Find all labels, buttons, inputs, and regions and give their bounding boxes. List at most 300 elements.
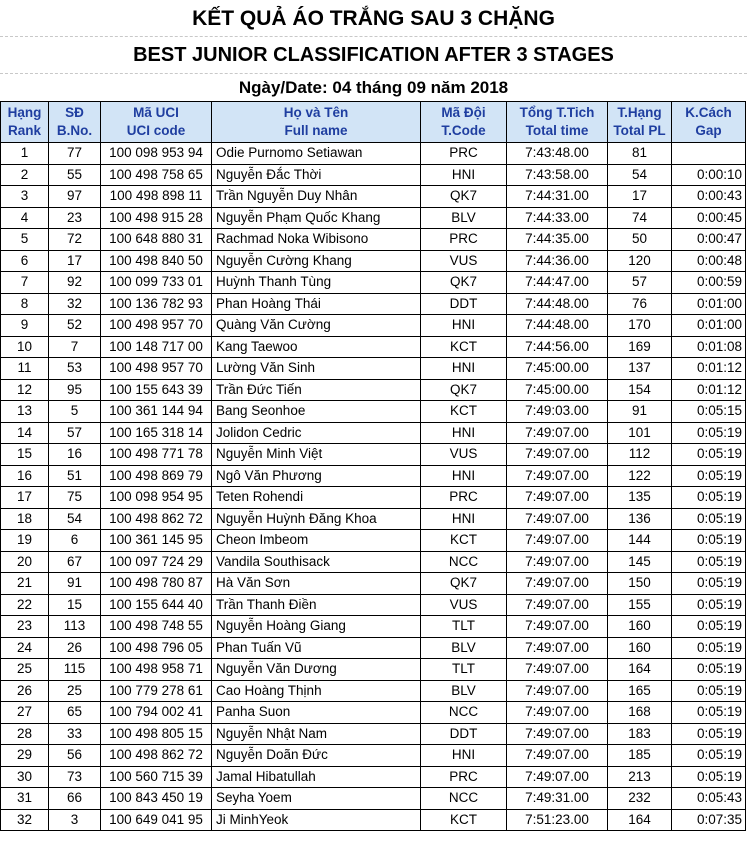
cell-uci-code: 100 498 796 05 xyxy=(101,637,212,659)
header-rank-en: Rank xyxy=(7,123,41,138)
cell-team-code: NCC xyxy=(421,702,507,724)
header-full-name xyxy=(212,102,421,143)
cell-total-pl: 76 xyxy=(608,293,672,315)
cell-team-code: PRC xyxy=(421,229,507,251)
cell-bib-number: 26 xyxy=(49,637,101,659)
cell-rank: 13 xyxy=(1,401,49,423)
cell-uci-code: 100 498 862 72 xyxy=(101,508,212,530)
cell-bib-number: 15 xyxy=(49,594,101,616)
cell-full-name: Phan Hoàng Thái xyxy=(212,293,421,315)
cell-total-time: 7:49:07.00 xyxy=(507,422,608,444)
cell-total-time: 7:49:07.00 xyxy=(507,659,608,681)
cell-total-time: 7:49:07.00 xyxy=(507,723,608,745)
cell-bib-number: 65 xyxy=(49,702,101,724)
header-gap-en: Gap xyxy=(695,123,722,138)
cell-full-name: Trần Thanh Điền xyxy=(212,594,421,616)
cell-team-code: HNI xyxy=(421,422,507,444)
table-row xyxy=(1,250,746,272)
cell-full-name: Phan Tuấn Vũ xyxy=(212,637,421,659)
cell-total-pl: 160 xyxy=(608,637,672,659)
cell-rank: 8 xyxy=(1,293,49,315)
cell-rank: 19 xyxy=(1,530,49,552)
table-row xyxy=(1,637,746,659)
cell-team-code: DDT xyxy=(421,723,507,745)
cell-total-time: 7:49:07.00 xyxy=(507,594,608,616)
table-row xyxy=(1,766,746,788)
cell-uci-code: 100 498 771 78 xyxy=(101,444,212,466)
cell-gap: 0:05:19 xyxy=(672,594,746,616)
cell-total-time: 7:49:07.00 xyxy=(507,766,608,788)
cell-gap: 0:05:19 xyxy=(672,723,746,745)
cell-full-name: Huỳnh Thanh Tùng xyxy=(212,272,421,294)
cell-full-name: Hà Văn Sơn xyxy=(212,573,421,595)
cell-gap: 0:00:45 xyxy=(672,207,746,229)
cell-gap: 0:05:19 xyxy=(672,637,746,659)
table-row xyxy=(1,401,746,423)
table-row xyxy=(1,336,746,358)
cell-gap: 0:01:00 xyxy=(672,293,746,315)
cell-total-pl: 50 xyxy=(608,229,672,251)
cell-full-name: Teten Rohendi xyxy=(212,487,421,509)
header-pl-en: Total PL xyxy=(613,123,666,138)
cell-team-code: PRC xyxy=(421,766,507,788)
cell-full-name: Bang Seonhoe xyxy=(212,401,421,423)
cell-total-time: 7:49:07.00 xyxy=(507,551,608,573)
table-row xyxy=(1,573,746,595)
cell-team-code: HNI xyxy=(421,465,507,487)
cell-uci-code: 100 498 957 70 xyxy=(101,358,212,380)
cell-bib-number: 52 xyxy=(49,315,101,337)
cell-gap: 0:01:00 xyxy=(672,315,746,337)
cell-gap: 0:05:19 xyxy=(672,444,746,466)
cell-rank: 16 xyxy=(1,465,49,487)
cell-rank: 23 xyxy=(1,616,49,638)
cell-full-name: Rachmad Noka Wibisono xyxy=(212,229,421,251)
cell-gap: 0:00:59 xyxy=(672,272,746,294)
cell-total-time: 7:49:07.00 xyxy=(507,508,608,530)
cell-rank: 30 xyxy=(1,766,49,788)
cell-total-pl: 185 xyxy=(608,745,672,767)
cell-gap: 0:05:19 xyxy=(672,680,746,702)
cell-rank: 2 xyxy=(1,164,49,186)
cell-total-pl: 144 xyxy=(608,530,672,552)
cell-team-code: TLT xyxy=(421,616,507,638)
cell-bib-number: 72 xyxy=(49,229,101,251)
cell-full-name: Nguyễn Minh Việt xyxy=(212,444,421,466)
cell-total-time: 7:44:31.00 xyxy=(507,186,608,208)
table-row xyxy=(1,164,746,186)
cell-bib-number: 113 xyxy=(49,616,101,638)
cell-total-pl: 155 xyxy=(608,594,672,616)
cell-rank: 26 xyxy=(1,680,49,702)
cell-bib-number: 33 xyxy=(49,723,101,745)
header-uci-code xyxy=(101,102,212,143)
cell-rank: 3 xyxy=(1,186,49,208)
results-body xyxy=(1,143,746,831)
cell-rank: 15 xyxy=(1,444,49,466)
header-row xyxy=(1,102,746,143)
cell-full-name: Odie Purnomo Setiawan xyxy=(212,143,421,165)
cell-uci-code: 100 498 748 55 xyxy=(101,616,212,638)
cell-total-time: 7:45:00.00 xyxy=(507,358,608,380)
cell-gap: 0:05:19 xyxy=(672,422,746,444)
header-team-vi: Mã Đội xyxy=(441,105,486,120)
header-bib-number xyxy=(49,102,101,143)
header-team-code xyxy=(421,102,507,143)
table-row xyxy=(1,143,746,165)
cell-total-time: 7:43:58.00 xyxy=(507,164,608,186)
table-row xyxy=(1,379,746,401)
cell-total-pl: 81 xyxy=(608,143,672,165)
cell-total-time: 7:45:00.00 xyxy=(507,379,608,401)
cell-total-time: 7:49:07.00 xyxy=(507,573,608,595)
cell-rank: 4 xyxy=(1,207,49,229)
cell-total-time: 7:49:07.00 xyxy=(507,530,608,552)
header-uci-en: UCI code xyxy=(126,123,186,138)
table-row xyxy=(1,530,746,552)
header-bib-vi: SĐ xyxy=(65,105,84,120)
cell-gap: 0:00:43 xyxy=(672,186,746,208)
table-row xyxy=(1,702,746,724)
cell-total-pl: 57 xyxy=(608,272,672,294)
cell-uci-code: 100 148 717 00 xyxy=(101,336,212,358)
cell-total-pl: 170 xyxy=(608,315,672,337)
cell-rank: 18 xyxy=(1,508,49,530)
cell-gap: 0:05:19 xyxy=(672,745,746,767)
cell-bib-number: 97 xyxy=(49,186,101,208)
cell-full-name: Jamal Hibatullah xyxy=(212,766,421,788)
cell-total-pl: 120 xyxy=(608,250,672,272)
cell-team-code: NCC xyxy=(421,788,507,810)
cell-uci-code: 100 649 041 95 xyxy=(101,809,212,831)
cell-bib-number: 53 xyxy=(49,358,101,380)
cell-team-code: VUS xyxy=(421,594,507,616)
cell-team-code: HNI xyxy=(421,508,507,530)
cell-rank: 9 xyxy=(1,315,49,337)
cell-team-code: KCT xyxy=(421,336,507,358)
cell-gap: 0:00:10 xyxy=(672,164,746,186)
cell-full-name: Nguyễn Văn Dương xyxy=(212,659,421,681)
cell-team-code: HNI xyxy=(421,315,507,337)
cell-total-pl: 154 xyxy=(608,379,672,401)
cell-team-code: VUS xyxy=(421,250,507,272)
cell-total-pl: 168 xyxy=(608,702,672,724)
table-row xyxy=(1,680,746,702)
cell-uci-code: 100 361 145 95 xyxy=(101,530,212,552)
cell-uci-code: 100 648 880 31 xyxy=(101,229,212,251)
cell-bib-number: 115 xyxy=(49,659,101,681)
table-row xyxy=(1,616,746,638)
header-pl-vi: T.Hạng xyxy=(617,105,662,120)
cell-total-pl: 164 xyxy=(608,659,672,681)
table-row xyxy=(1,272,746,294)
cell-bib-number: 67 xyxy=(49,551,101,573)
cell-rank: 10 xyxy=(1,336,49,358)
cell-total-time: 7:44:56.00 xyxy=(507,336,608,358)
cell-bib-number: 91 xyxy=(49,573,101,595)
cell-gap: 0:01:08 xyxy=(672,336,746,358)
table-row xyxy=(1,444,746,466)
cell-total-time: 7:43:48.00 xyxy=(507,143,608,165)
cell-team-code: DDT xyxy=(421,293,507,315)
cell-total-time: 7:49:07.00 xyxy=(507,745,608,767)
cell-team-code: BLV xyxy=(421,637,507,659)
cell-total-pl: 183 xyxy=(608,723,672,745)
cell-full-name: Nguyễn Phạm Quốc Khang xyxy=(212,207,421,229)
header-rank xyxy=(1,102,49,143)
cell-team-code: HNI xyxy=(421,164,507,186)
title-english: BEST JUNIOR CLASSIFICATION AFTER 3 STAGES xyxy=(133,44,614,66)
cell-total-time: 7:49:07.00 xyxy=(507,680,608,702)
table-row xyxy=(1,293,746,315)
cell-uci-code: 100 498 862 72 xyxy=(101,745,212,767)
cell-gap: 0:05:19 xyxy=(672,702,746,724)
cell-team-code: NCC xyxy=(421,551,507,573)
cell-gap: 0:05:19 xyxy=(672,487,746,509)
cell-total-time: 7:49:07.00 xyxy=(507,487,608,509)
cell-rank: 1 xyxy=(1,143,49,165)
cell-gap: 0:01:12 xyxy=(672,379,746,401)
cell-bib-number: 75 xyxy=(49,487,101,509)
cell-bib-number: 23 xyxy=(49,207,101,229)
cell-full-name: Seyha Yoem xyxy=(212,788,421,810)
cell-total-pl: 164 xyxy=(608,809,672,831)
cell-team-code: KCT xyxy=(421,530,507,552)
cell-rank: 25 xyxy=(1,659,49,681)
cell-total-pl: 54 xyxy=(608,164,672,186)
cell-bib-number: 56 xyxy=(49,745,101,767)
cell-bib-number: 54 xyxy=(49,508,101,530)
cell-bib-number: 95 xyxy=(49,379,101,401)
cell-total-time: 7:44:33.00 xyxy=(507,207,608,229)
cell-full-name: Nguyễn Doãn Đức xyxy=(212,745,421,767)
cell-gap: 0:05:19 xyxy=(672,659,746,681)
cell-bib-number: 55 xyxy=(49,164,101,186)
cell-total-pl: 169 xyxy=(608,336,672,358)
cell-total-time: 7:44:48.00 xyxy=(507,315,608,337)
cell-uci-code: 100 097 724 29 xyxy=(101,551,212,573)
header-total-pl xyxy=(608,102,672,143)
cell-gap: 0:05:15 xyxy=(672,401,746,423)
header-team-en: T.Code xyxy=(441,123,486,138)
table-row xyxy=(1,594,746,616)
table-row xyxy=(1,809,746,831)
cell-gap: 0:05:19 xyxy=(672,530,746,552)
cell-team-code: QK7 xyxy=(421,573,507,595)
results-table xyxy=(0,101,746,831)
cell-uci-code: 100 155 643 39 xyxy=(101,379,212,401)
cell-rank: 14 xyxy=(1,422,49,444)
cell-full-name: Ji MinhYeok xyxy=(212,809,421,831)
cell-rank: 5 xyxy=(1,229,49,251)
cell-full-name: Panha Suon xyxy=(212,702,421,724)
cell-total-pl: 136 xyxy=(608,508,672,530)
cell-team-code: QK7 xyxy=(421,379,507,401)
cell-total-time: 7:49:07.00 xyxy=(507,616,608,638)
cell-total-time: 7:44:47.00 xyxy=(507,272,608,294)
cell-uci-code: 100 498 957 70 xyxy=(101,315,212,337)
cell-total-pl: 122 xyxy=(608,465,672,487)
cell-full-name: Jolidon Cedric xyxy=(212,422,421,444)
cell-total-time: 7:49:03.00 xyxy=(507,401,608,423)
cell-gap: 0:05:19 xyxy=(672,551,746,573)
cell-uci-code: 100 361 144 94 xyxy=(101,401,212,423)
table-row xyxy=(1,186,746,208)
cell-rank: 29 xyxy=(1,745,49,767)
cell-team-code: TLT xyxy=(421,659,507,681)
cell-full-name: Cao Hoàng Thịnh xyxy=(212,680,421,702)
header-time-en: Total time xyxy=(525,123,589,138)
header-total-time xyxy=(507,102,608,143)
cell-uci-code: 100 498 958 71 xyxy=(101,659,212,681)
cell-total-pl: 135 xyxy=(608,487,672,509)
header-name-vi: Họ và Tên xyxy=(283,105,349,120)
cell-total-time: 7:44:48.00 xyxy=(507,293,608,315)
sheet-gridline xyxy=(0,36,747,37)
cell-rank: 22 xyxy=(1,594,49,616)
title-vietnamese: KẾT QUẢ ÁO TRẮNG SAU 3 CHẶNG xyxy=(192,7,555,30)
cell-gap: 0:05:19 xyxy=(672,508,746,530)
cell-total-time: 7:49:07.00 xyxy=(507,637,608,659)
cell-uci-code: 100 155 644 40 xyxy=(101,594,212,616)
cell-total-pl: 160 xyxy=(608,616,672,638)
cell-bib-number: 57 xyxy=(49,422,101,444)
cell-full-name: Quàng Văn Cường xyxy=(212,315,421,337)
cell-gap: 0:05:43 xyxy=(672,788,746,810)
cell-full-name: Kang Taewoo xyxy=(212,336,421,358)
cell-team-code: HNI xyxy=(421,358,507,380)
cell-bib-number: 92 xyxy=(49,272,101,294)
table-row xyxy=(1,723,746,745)
cell-uci-code: 100 560 715 39 xyxy=(101,766,212,788)
cell-rank: 11 xyxy=(1,358,49,380)
cell-total-pl: 145 xyxy=(608,551,672,573)
cell-uci-code: 100 779 278 61 xyxy=(101,680,212,702)
cell-gap: 0:05:19 xyxy=(672,573,746,595)
header-bib-en: B.No. xyxy=(56,123,93,138)
cell-bib-number: 7 xyxy=(49,336,101,358)
header-name-en: Full name xyxy=(284,123,348,138)
cell-uci-code: 100 498 869 79 xyxy=(101,465,212,487)
cell-rank: 12 xyxy=(1,379,49,401)
cell-total-pl: 137 xyxy=(608,358,672,380)
cell-total-pl: 101 xyxy=(608,422,672,444)
cell-gap xyxy=(672,143,746,165)
table-row xyxy=(1,465,746,487)
cell-gap: 0:00:47 xyxy=(672,229,746,251)
cell-uci-code: 100 498 898 11 xyxy=(101,186,212,208)
cell-rank: 31 xyxy=(1,788,49,810)
header-gap-vi: K.Cách xyxy=(685,105,732,120)
cell-bib-number: 73 xyxy=(49,766,101,788)
cell-rank: 17 xyxy=(1,487,49,509)
cell-gap: 0:07:35 xyxy=(672,809,746,831)
cell-bib-number: 17 xyxy=(49,250,101,272)
cell-total-pl: 17 xyxy=(608,186,672,208)
cell-gap: 0:01:12 xyxy=(672,358,746,380)
cell-total-time: 7:49:07.00 xyxy=(507,702,608,724)
table-row xyxy=(1,487,746,509)
cell-team-code: PRC xyxy=(421,487,507,509)
cell-gap: 0:00:48 xyxy=(672,250,746,272)
cell-bib-number: 25 xyxy=(49,680,101,702)
cell-team-code: QK7 xyxy=(421,186,507,208)
cell-gap: 0:05:19 xyxy=(672,465,746,487)
cell-team-code: KCT xyxy=(421,401,507,423)
cell-team-code: BLV xyxy=(421,207,507,229)
table-row xyxy=(1,788,746,810)
cell-total-pl: 112 xyxy=(608,444,672,466)
cell-gap: 0:05:19 xyxy=(672,766,746,788)
cell-full-name: Lường Văn Sinh xyxy=(212,358,421,380)
cell-team-code: HNI xyxy=(421,745,507,767)
table-row xyxy=(1,659,746,681)
table-row xyxy=(1,422,746,444)
cell-total-pl: 74 xyxy=(608,207,672,229)
cell-uci-code: 100 843 450 19 xyxy=(101,788,212,810)
date-line: Ngày/Date: 04 tháng 09 năm 2018 xyxy=(238,78,509,97)
cell-uci-code: 100 498 915 28 xyxy=(101,207,212,229)
cell-team-code: QK7 xyxy=(421,272,507,294)
cell-total-time: 7:51:23.00 xyxy=(507,809,608,831)
cell-full-name: Trần Đức Tiến xyxy=(212,379,421,401)
header-gap xyxy=(672,102,746,143)
cell-full-name: Nguyễn Đắc Thời xyxy=(212,164,421,186)
cell-team-code: KCT xyxy=(421,809,507,831)
cell-full-name: Nguyễn Huỳnh Đăng Khoa xyxy=(212,508,421,530)
cell-rank: 7 xyxy=(1,272,49,294)
cell-uci-code: 100 165 318 14 xyxy=(101,422,212,444)
cell-full-name: Nguyễn Cường Khang xyxy=(212,250,421,272)
cell-bib-number: 3 xyxy=(49,809,101,831)
cell-total-pl: 150 xyxy=(608,573,672,595)
header-rank-vi: Hạng xyxy=(7,105,42,120)
header-time-vi: Tổng T.Tich xyxy=(519,105,595,120)
cell-uci-code: 100 498 840 50 xyxy=(101,250,212,272)
cell-gap: 0:05:19 xyxy=(672,616,746,638)
cell-rank: 32 xyxy=(1,809,49,831)
cell-uci-code: 100 098 954 95 xyxy=(101,487,212,509)
cell-uci-code: 100 099 733 01 xyxy=(101,272,212,294)
cell-bib-number: 16 xyxy=(49,444,101,466)
cell-full-name: Ngô Văn Phương xyxy=(212,465,421,487)
cell-total-pl: 91 xyxy=(608,401,672,423)
cell-full-name: Nguyễn Hoàng Giang xyxy=(212,616,421,638)
cell-team-code: BLV xyxy=(421,680,507,702)
table-row xyxy=(1,207,746,229)
cell-rank: 6 xyxy=(1,250,49,272)
cell-bib-number: 6 xyxy=(49,530,101,552)
cell-uci-code: 100 498 805 15 xyxy=(101,723,212,745)
cell-bib-number: 77 xyxy=(49,143,101,165)
cell-full-name: Nguyễn Nhật Nam xyxy=(212,723,421,745)
cell-full-name: Vandila Southisack xyxy=(212,551,421,573)
cell-rank: 21 xyxy=(1,573,49,595)
cell-bib-number: 51 xyxy=(49,465,101,487)
cell-total-time: 7:49:07.00 xyxy=(507,465,608,487)
header-uci-vi: Mã UCI xyxy=(133,105,179,120)
table-row xyxy=(1,508,746,530)
cell-rank: 20 xyxy=(1,551,49,573)
table-row xyxy=(1,745,746,767)
cell-rank: 24 xyxy=(1,637,49,659)
cell-team-code: PRC xyxy=(421,143,507,165)
cell-total-pl: 232 xyxy=(608,788,672,810)
table-row xyxy=(1,315,746,337)
cell-full-name: Cheon Imbeom xyxy=(212,530,421,552)
cell-uci-code: 100 098 953 94 xyxy=(101,143,212,165)
cell-total-time: 7:44:35.00 xyxy=(507,229,608,251)
